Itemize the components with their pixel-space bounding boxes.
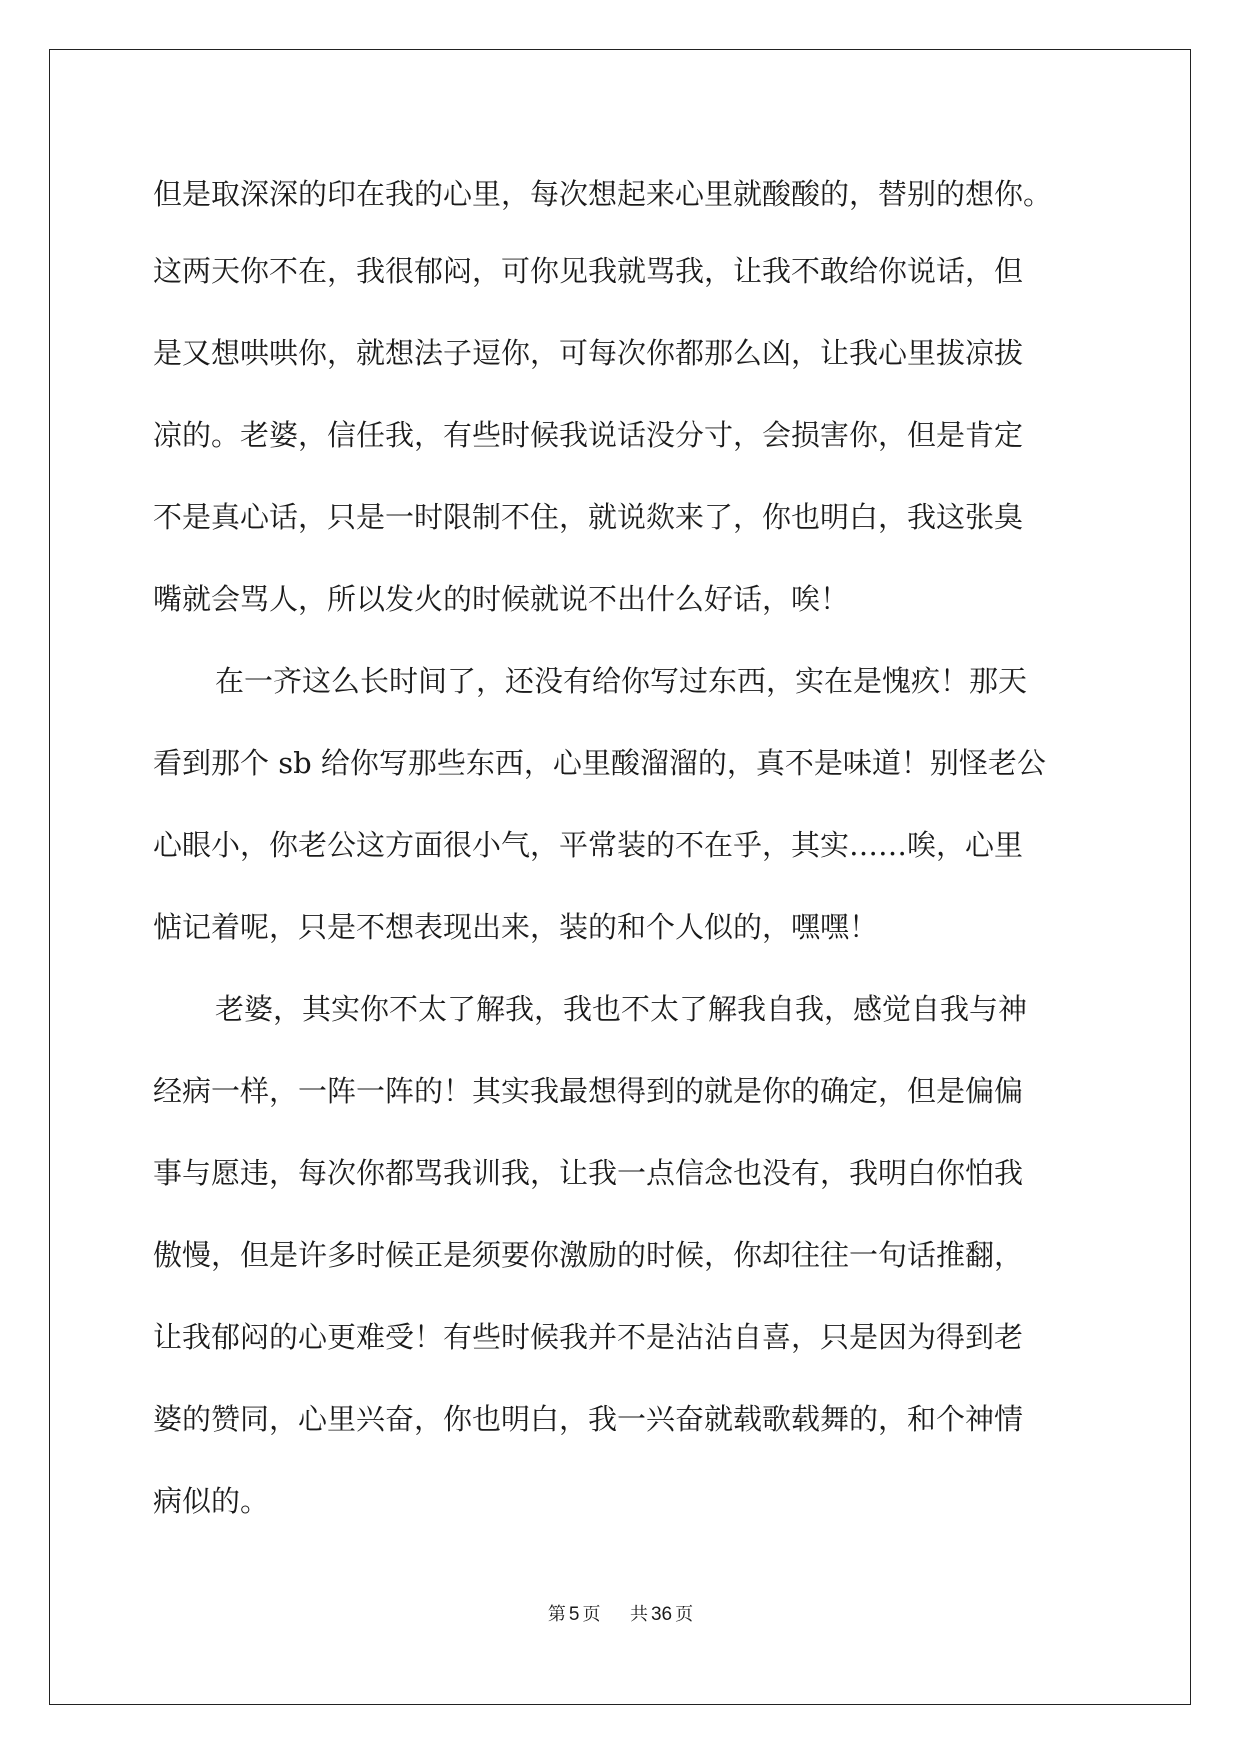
- total-pages: 36: [650, 1604, 673, 1625]
- text-line: 经病一样，一阵一阵的！其实我最想得到的就是你的确定，但是偏偏: [153, 1074, 1024, 1108]
- text-line: 病似的。: [153, 1484, 270, 1518]
- text-line: 嘴就会骂人，所以发火的时候就说不出什么好话，唉！: [153, 582, 850, 616]
- text-line: 惦记着呢，只是不想表现出来，装的和个人似的，嘿嘿！: [153, 910, 879, 944]
- total-suffix: 页: [675, 1604, 694, 1625]
- paragraph-first-line: 在一齐这么长时间了，还没有给你写过东西，实在是愧疚！那天: [215, 664, 1028, 698]
- total-prefix: 共: [629, 1604, 648, 1625]
- page-number: 5: [568, 1604, 580, 1625]
- page-prefix: 第: [547, 1604, 566, 1625]
- text-line: 看到那个 sb 给你写那些东西，心里酸溜溜的，真不是味道！别怪老公: [153, 746, 1046, 780]
- text-line: 但是取深深的印在我的心里，每次想起来心里就酸酸的，替别的想你。: [153, 177, 1053, 211]
- document-body: [153, 158, 1093, 1542]
- text-line: 傲慢，但是许多时候正是须要你激励的时候，你却往往一句话推翻，: [153, 1238, 1024, 1272]
- paragraph-first-line: 老婆，其实你不太了解我，我也不太了解我自我，感觉自我与神: [215, 992, 1028, 1026]
- text-line: 是又想哄哄你，就想法子逗你，可每次你都那么凶，让我心里拔凉拔: [153, 336, 1024, 370]
- text-line: 凉的。老婆，信任我，有些时候我说话没分寸，会损害你，但是肯定: [153, 418, 1024, 452]
- text-line: 婆的赞同，心里兴奋，你也明白，我一兴奋就载歌载舞的，和个神情: [153, 1402, 1024, 1436]
- text-line: 事与愿违，每次你都骂我训我，让我一点信念也没有，我明白你怕我: [153, 1156, 1024, 1190]
- text-line: 让我郁闷的心更难受！有些时候我并不是沾沾自喜，只是因为得到老: [153, 1320, 1024, 1354]
- text-line: 不是真心话，只是一时限制不住，就说欻来了，你也明白，我这张臭: [153, 500, 1024, 534]
- text-line: 这两天你不在，我很郁闷，可你见我就骂我，让我不敢给你说话，但: [153, 254, 1024, 288]
- text-line: 心眼小，你老公这方面很小气，平常装的不在乎，其实……唉，心里: [153, 828, 1024, 862]
- page-footer: [0, 1600, 1241, 1626]
- page-suffix: 页: [582, 1604, 601, 1625]
